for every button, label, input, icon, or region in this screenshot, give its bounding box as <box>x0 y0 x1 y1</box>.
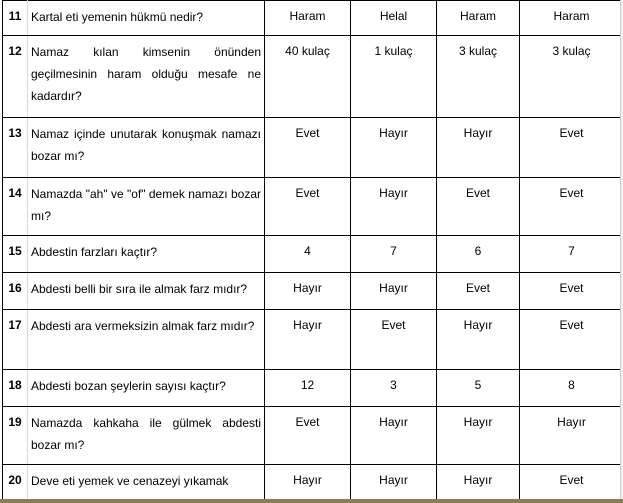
question-number: 16 <box>3 273 28 310</box>
option-d: Haram <box>520 1 623 36</box>
option-a: Haram <box>265 1 351 36</box>
question-number: 15 <box>3 236 28 273</box>
option-a: 12 <box>265 370 351 407</box>
option-a: Evet <box>265 118 351 178</box>
option-d: 3 kulaç <box>520 36 623 118</box>
option-b: Helal <box>351 1 437 36</box>
option-b: Hayır <box>351 273 437 310</box>
table-row <box>3 236 623 273</box>
bottom-border-bar <box>0 499 623 503</box>
table-row <box>3 36 623 118</box>
question-number: 17 <box>3 310 28 370</box>
question-text: Abdestin farzları kaçtır? <box>28 236 265 273</box>
question-text: Namazda kahkaha ile gülmek abdesti bozar mı? <box>28 407 265 465</box>
option-b: 7 <box>351 236 437 273</box>
question-number: 14 <box>3 178 28 236</box>
option-c: Hayır <box>437 118 520 178</box>
question-text: Abdesti belli bir sıra ile almak farz mıdır? <box>28 273 265 310</box>
option-b: Evet <box>351 310 437 370</box>
question-text: Abdesti bozan şeylerin sayısı kaçtır? <box>28 370 265 407</box>
option-d: Evet <box>520 465 623 501</box>
question-number: 19 <box>3 407 28 465</box>
question-text: Namaz içinde unutarak konuşmak namazı bozar mı? <box>28 118 265 178</box>
option-c: Evet <box>437 273 520 310</box>
question-number: 18 <box>3 370 28 407</box>
option-c: Evet <box>437 178 520 236</box>
option-d: Hayır <box>520 407 623 465</box>
table-row <box>3 118 623 178</box>
question-text: Abdesti ara vermeksizin almak farz mıdır? <box>28 310 265 370</box>
option-b: Hayır <box>351 118 437 178</box>
option-d: Evet <box>520 310 623 370</box>
option-c: 6 <box>437 236 520 273</box>
option-a: 4 <box>265 236 351 273</box>
question-number: 12 <box>3 36 28 118</box>
question-text: Deve eti yemek ve cenazeyi yıkamak <box>28 465 265 501</box>
question-text: Namazda "ah" ve "of" demek namazı bozar mı? <box>28 178 265 236</box>
table-row <box>3 1 623 36</box>
question-number: 13 <box>3 118 28 178</box>
option-a: Hayır <box>265 310 351 370</box>
option-a: Evet <box>265 178 351 236</box>
option-a: 40 kulaç <box>265 36 351 118</box>
option-c: Hayır <box>437 310 520 370</box>
table-row <box>3 273 623 310</box>
table-row <box>3 178 623 236</box>
question-number: 11 <box>3 1 28 36</box>
option-a: Hayır <box>265 465 351 501</box>
table-row <box>3 370 623 407</box>
option-b: Hayır <box>351 407 437 465</box>
option-b: Hayır <box>351 465 437 501</box>
option-c: Hayır <box>437 465 520 501</box>
option-c: 5 <box>437 370 520 407</box>
question-text: Namaz kılan kimsenin önünden geçilmesinin haram olduğu mesafe ne kadardır? <box>28 36 265 118</box>
option-d: Evet <box>520 118 623 178</box>
quiz-table <box>2 0 623 501</box>
option-d: 8 <box>520 370 623 407</box>
option-c: Hayır <box>437 407 520 465</box>
question-number: 20 <box>3 465 28 501</box>
table-row <box>3 310 623 370</box>
question-text: Kartal eti yemenin hükmü nedir? <box>28 1 265 36</box>
table-row <box>3 407 623 465</box>
option-d: 7 <box>520 236 623 273</box>
option-a: Hayır <box>265 273 351 310</box>
option-b: 1 kulaç <box>351 36 437 118</box>
option-a: Evet <box>265 407 351 465</box>
option-d: Evet <box>520 273 623 310</box>
option-b: Hayır <box>351 178 437 236</box>
option-c: 3 kulaç <box>437 36 520 118</box>
option-d: Evet <box>520 178 623 236</box>
table-row <box>3 465 623 501</box>
option-c: Haram <box>437 1 520 36</box>
option-b: 3 <box>351 370 437 407</box>
